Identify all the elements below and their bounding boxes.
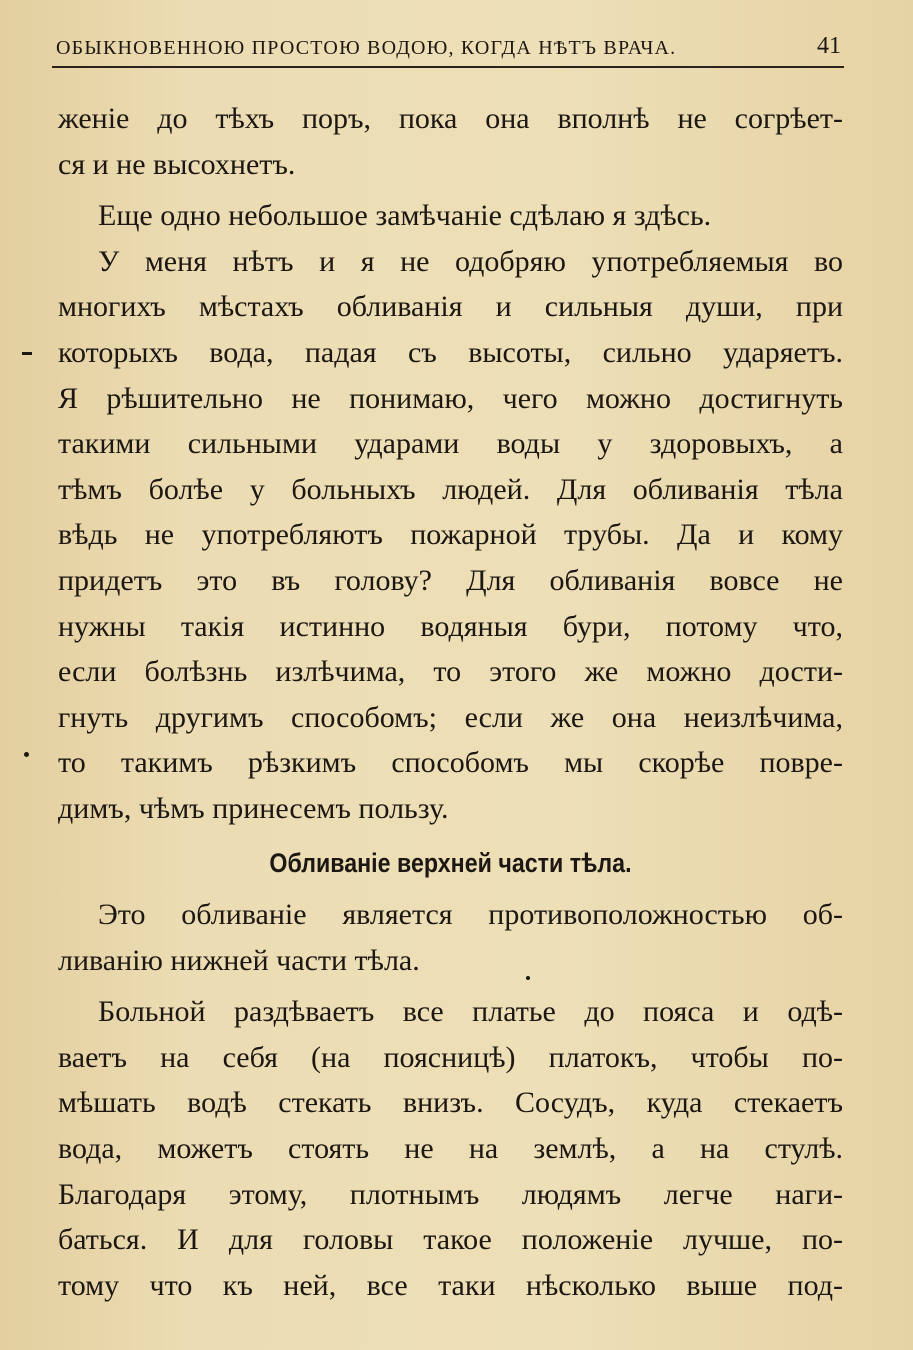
text-line: нужны такія истинно водяныя бури, потому что, bbox=[58, 609, 843, 643]
ink-dot bbox=[526, 976, 530, 980]
margin-dot bbox=[24, 752, 29, 757]
text-line: вѣдь не употребляютъ пожарной трубы. Да и кому bbox=[58, 518, 843, 552]
text-line: тому что къ ней, все таки нѣсколько выше под- bbox=[58, 1268, 843, 1302]
text-line: Это обливаніе является противоположностью об- bbox=[98, 898, 843, 932]
text-line: Еще одно небольшое замѣчаніе сдѣлаю я здѣсь. bbox=[98, 199, 712, 233]
page-number: 41 bbox=[817, 33, 841, 59]
text-line: Больной раздѣваетъ все платье до пояса и одѣ- bbox=[98, 995, 843, 1029]
text-line: баться. И для головы такое положеніе лучше, по- bbox=[58, 1223, 843, 1257]
text-line: димъ, чѣмъ принесемъ пользу. bbox=[58, 791, 449, 825]
text-line: такими сильными ударами воды у здоровыхъ, а bbox=[58, 427, 843, 461]
text-line: то такимъ рѣзкимъ способомъ мы скорѣе повре- bbox=[58, 746, 843, 780]
text-line: ся и не высохнетъ. bbox=[58, 147, 296, 181]
text-line: ливанію нижней части тѣла. bbox=[58, 943, 420, 977]
text-line: ваетъ на себя (на поясницѣ) платокъ, чтобы по- bbox=[58, 1040, 843, 1074]
text-line: придетъ это въ голову? Для обливанія вовсе не bbox=[58, 563, 843, 597]
text-line: которыхъ вода, падая съ высоты, сильно ударяетъ. bbox=[58, 335, 843, 369]
page-body bbox=[58, 96, 843, 1308]
text-line: гнуть другимъ способомъ; если же она неизлѣчима, bbox=[58, 700, 843, 734]
section-heading: Обливаніе верхней части тѣла. bbox=[269, 847, 632, 878]
margin-mark bbox=[22, 352, 32, 355]
running-header bbox=[56, 30, 841, 60]
text-line: мѣшать водѣ стекать внизъ. Сосудъ, куда стекаетъ bbox=[58, 1086, 843, 1120]
text-line: Благодаря этому, плотнымъ людямъ легче наги- bbox=[58, 1177, 843, 1211]
header-rule bbox=[52, 66, 844, 68]
text-line: вода, можетъ стоять не на землѣ, а на стулѣ. bbox=[58, 1132, 843, 1166]
running-title: ОБЫКНОВЕННОЮ ПРОСТОЮ ВОДОЮ, КОГДА НѢТЪ ВРАЧА. bbox=[56, 37, 677, 59]
text-line: Я рѣшительно не понимаю, чего можно достигнуть bbox=[58, 381, 843, 415]
text-line: многихъ мѣстахъ обливанія и сильныя души, при bbox=[58, 290, 843, 324]
text-line: У меня нѣтъ и я не одобряю употребляемыя во bbox=[98, 244, 843, 278]
text-line: тѣмъ болѣе у больныхъ людей. Для обливанія тѣла bbox=[58, 472, 843, 506]
text-line: если болѣзнь излѣчима, то этого же можно дости- bbox=[58, 655, 843, 689]
text-line: женіе до тѣхъ поръ, пока она вполнѣ не согрѣет- bbox=[58, 102, 843, 135]
